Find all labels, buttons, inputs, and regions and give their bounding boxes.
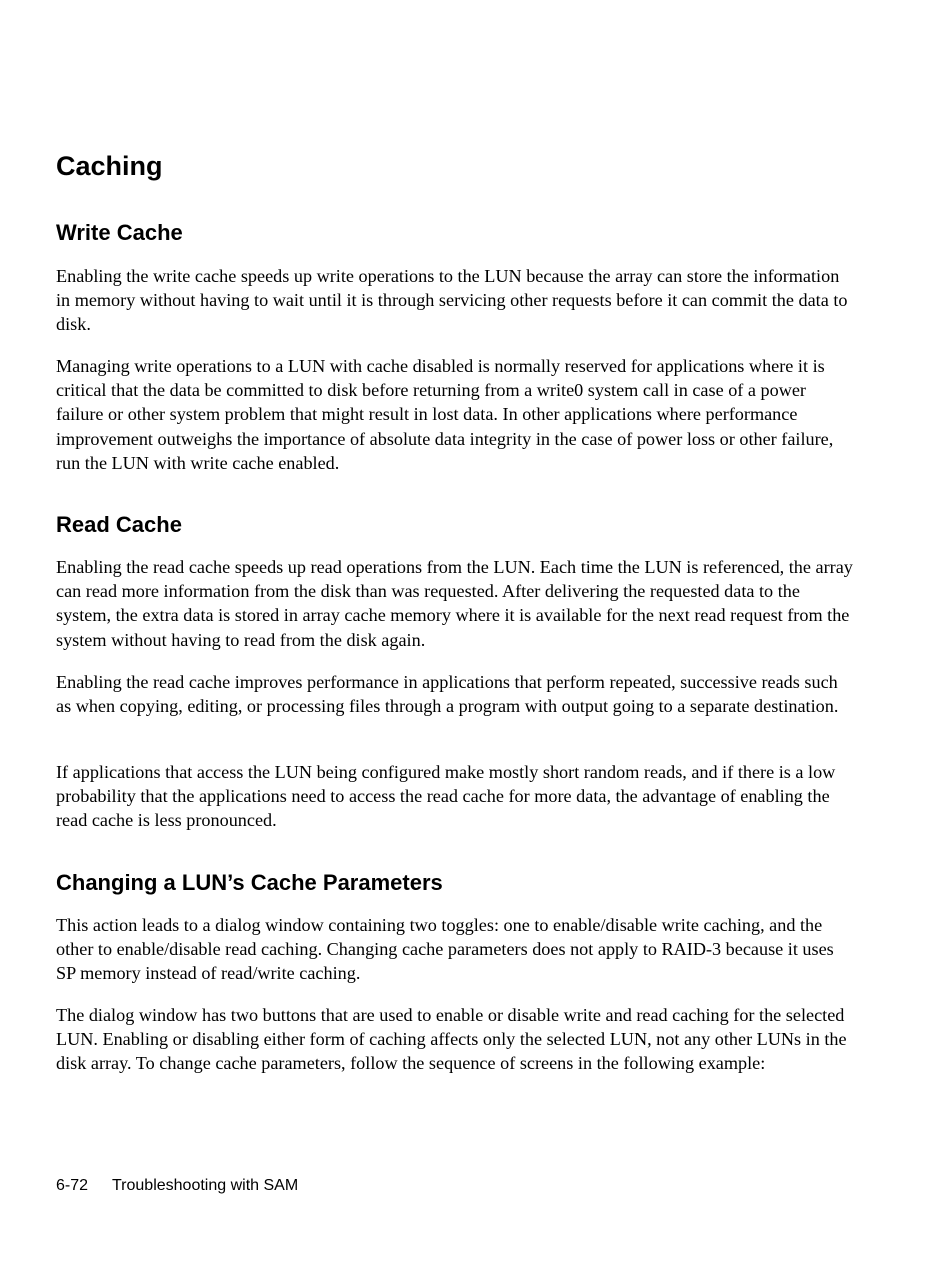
paragraph: Managing write operations to a LUN with cache disabled is normally reserved for applications where it is critical that the data be committed to disk before returning from a write0 system call in case of a power failure or other system problem that might result in lost data. In other applications where performance improvement outweighs the importance of absolute data integrity in the case of power loss or other failure, run the LUN with write cache enabled.: [56, 356, 834, 473]
paragraph: If applications that access the LUN being configured make mostly short random reads, and if there is a low probability that the applications need to access the read cache for more data, the advantage of enabling the read cache is less pronounced.: [56, 762, 836, 831]
footer-chapter-name: Troubleshooting with SAM: [112, 1177, 299, 1194]
section-heading-cache-parameters: Changing a LUN’s Cache Parameters: [56, 870, 443, 895]
page-footer: [56, 1176, 298, 1196]
chapter-title: Caching: [56, 151, 163, 181]
page-number: 6-72: [56, 1177, 89, 1194]
paragraph: Enabling the write cache speeds up write operations to the LUN because the array can store the information in memory without having to wait until it is through servicing other requests before it can commit the data to disk.: [56, 266, 848, 335]
section-heading-write-cache: Write Cache: [56, 220, 183, 245]
section-heading-read-cache: Read Cache: [56, 512, 182, 537]
paragraph: Enabling the read cache improves performance in applications that perform repeated, successive reads such as when copying, editing, or processing files through a program with output going to a separate destination.: [56, 672, 839, 717]
paragraph: Enabling the read cache speeds up read operations from the LUN. Each time the LUN is referenced, the array can read more information from the disk than was requested. After delivering the requested data to the system, the extra data is stored in array cache memory where it is available for the next read request from the system without having to read from the disk again.: [56, 557, 853, 650]
paragraph: This action leads to a dialog window containing two toggles: one to enable/disable write caching, and the other to enable/disable read caching. Changing cache parameters does not apply to RAID-3 because it uses SP memory instead of read/write caching.: [56, 915, 834, 984]
paragraph: The dialog window has two buttons that are used to enable or disable write and read caching for the selected LUN. Enabling or disabling either form of caching affects only the selected LUN, not any other LUNs in the disk array. To change cache parameters, follow the sequence of screens in the following example:: [56, 1005, 847, 1074]
